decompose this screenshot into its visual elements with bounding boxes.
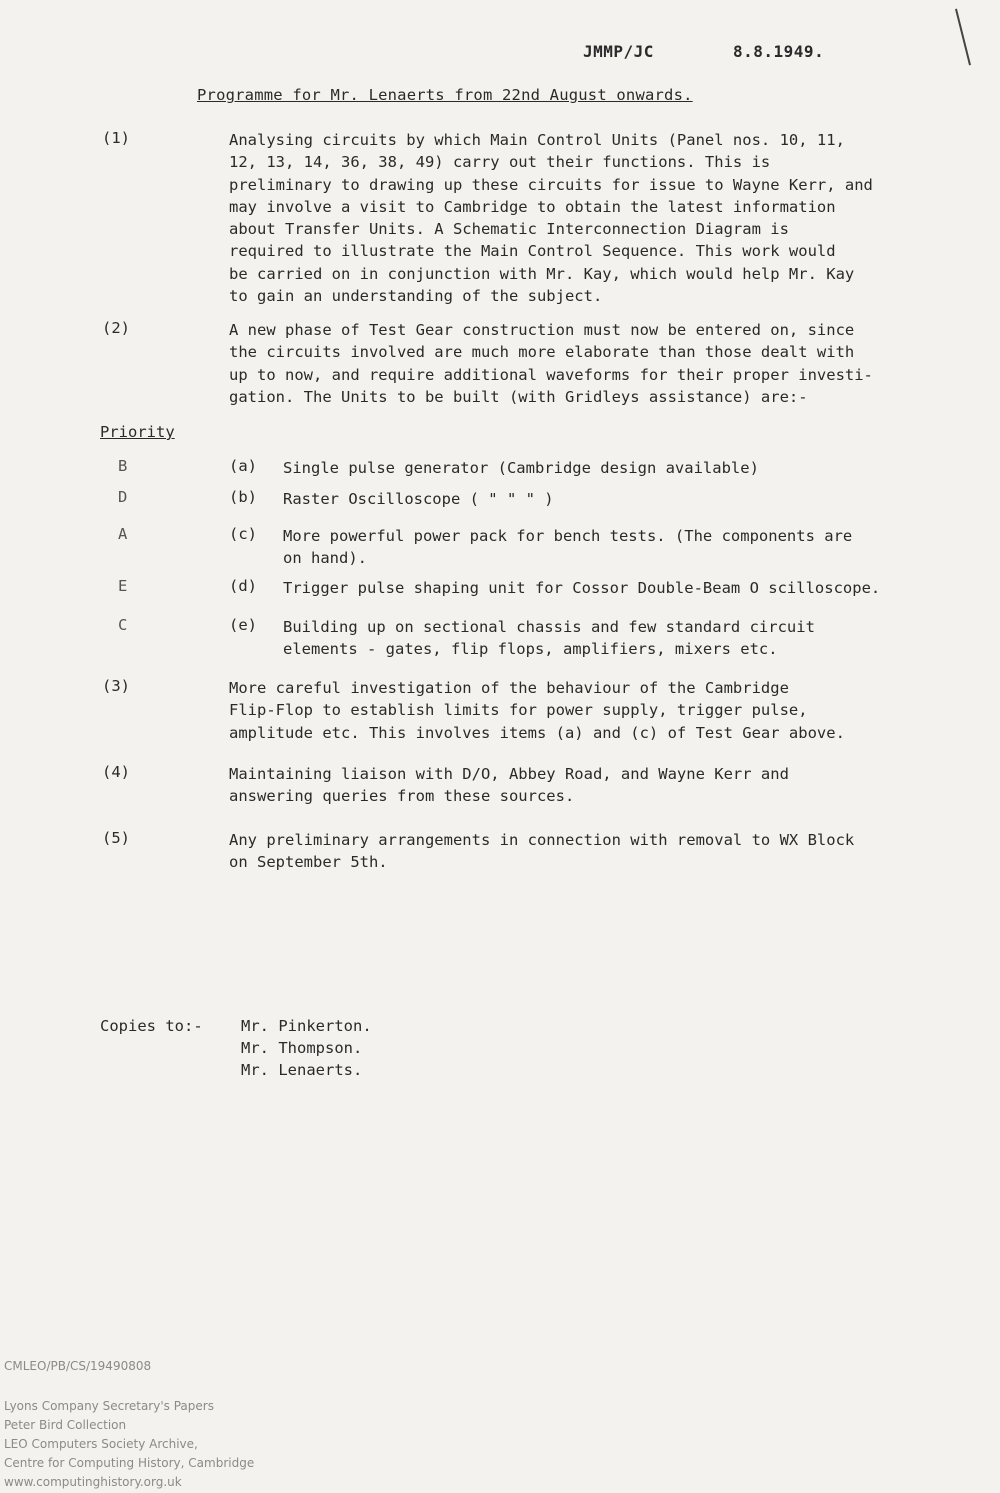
recipient: Mr. Pinkerton. bbox=[241, 1017, 372, 1035]
copies-label: Copies to:- bbox=[100, 1017, 203, 1035]
section-text: Analysing circuits by which Main Control Units (Panel nos. 10, 11, 12, 13, 14, 36, 38, 49) carry out their functions. This is preliminary to drawing up these circuits for issue to Wayne Kerr, and may involve a visit to Cambridge to obtain the latest information about Transfer Units. A Schematic Interconnection Diagram is required to illustrate the Main Control Sequence. This work would be carried on in conjunction with Mr. Kay, which would help Mr. Kay to gain an understanding of the subject. bbox=[229, 131, 873, 306]
archive-line: LEO Computers Society Archive, bbox=[4, 1437, 198, 1451]
section-number: (4) bbox=[102, 763, 130, 781]
priority-letter: B bbox=[118, 457, 128, 475]
priority-heading: Priority bbox=[100, 423, 175, 441]
priority-letter: C bbox=[118, 616, 128, 634]
priority-letter: A bbox=[118, 525, 128, 543]
document-date: 8.8.1949. bbox=[733, 42, 825, 61]
item-label: (d) bbox=[229, 577, 257, 595]
item-text: Single pulse generator (Cambridge design available) bbox=[283, 459, 759, 477]
document-reference: JMMP/JC bbox=[583, 42, 654, 61]
priority-letter: D bbox=[118, 488, 128, 506]
item-text: More powerful power pack for bench tests. (The components are on hand). bbox=[283, 527, 853, 567]
section-number: (2) bbox=[102, 319, 130, 337]
item-label: (e) bbox=[229, 616, 257, 634]
item-label: (a) bbox=[229, 457, 257, 475]
section-text: A new phase of Test Gear construction must now be entered on, since the circuits involved are much more elaborate than those dealt with up to now, and require additional waveforms for their proper investi- gation. The Units to be built (with Gridleys assistance) are:- bbox=[229, 321, 873, 406]
document-title: Programme for Mr. Lenaerts from 22nd August onwards. bbox=[197, 86, 693, 104]
section-number: (1) bbox=[102, 129, 130, 147]
item-text: Raster Oscilloscope ( " " " ) bbox=[283, 490, 554, 508]
pencil-mark bbox=[955, 9, 971, 66]
archive-line: Centre for Computing History, Cambridge bbox=[4, 1456, 255, 1470]
item-text: Trigger pulse shaping unit for Cossor Double-Beam O scilloscope. bbox=[283, 579, 881, 597]
section-number: (5) bbox=[102, 829, 130, 847]
item-label: (b) bbox=[229, 488, 257, 506]
catalogue-reference: CMLEO/PB/CS/19490808 bbox=[4, 1359, 152, 1373]
section-text: More careful investigation of the behaviour of the Cambridge Flip-Flop to establish limits for power supply, trigger pulse, amplitude etc. This involves items (a) and (c) of Test Gear above. bbox=[229, 679, 845, 742]
section-number: (3) bbox=[102, 677, 130, 695]
archive-line: Peter Bird Collection bbox=[4, 1418, 127, 1432]
archive-line: www.computinghistory.org.uk bbox=[4, 1475, 182, 1489]
priority-letter: E bbox=[118, 577, 128, 595]
item-text: Building up on sectional chassis and few standard circuit elements - gates, flip flops, amplifiers, mixers etc. bbox=[283, 618, 815, 658]
item-label: (c) bbox=[229, 525, 257, 543]
recipient: Mr. Thompson. bbox=[241, 1039, 363, 1057]
section-text: Maintaining liaison with D/O, Abbey Road, and Wayne Kerr and answering queries from these sources. bbox=[229, 765, 789, 806]
section-text: Any preliminary arrangements in connection with removal to WX Block on September 5th. bbox=[229, 831, 855, 872]
archive-line: Lyons Company Secretary's Papers bbox=[4, 1399, 214, 1413]
recipient: Mr. Lenaerts. bbox=[241, 1061, 363, 1079]
